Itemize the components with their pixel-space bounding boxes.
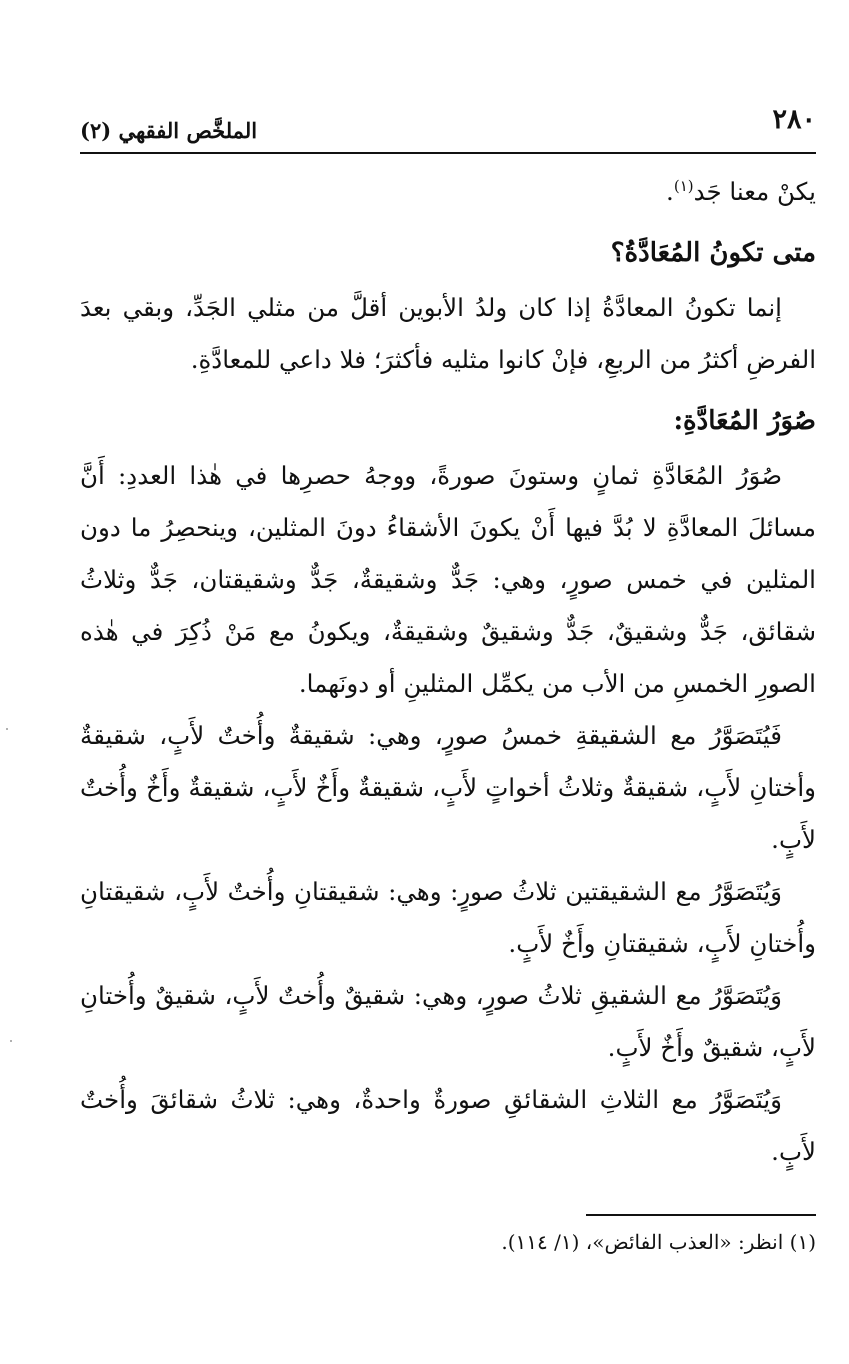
scan-speck (6, 728, 8, 730)
section-heading-when: متى تكونُ المُعَادَّةُ؟ (610, 238, 816, 268)
footnote-divider (586, 1214, 816, 1216)
paragraph-with-two-sisters: وَيُتَصَوَّرُ مع الشقيقتين ثلاثُ صورٍ: وهي: شقيقتانِ وأُختٌ لأَبٍ، شقيقتانِ وأُختانِ لأَبٍ، شقيقتانِ وأَخٌ لأَبٍ. (80, 877, 816, 958)
paragraph-with-three-sisters: وَيُتَصَوَّرُ مع الثلاثِ الشقائقِ صورةٌ واحدةٌ، وهي: ثلاثُ شقائقَ وأُختٌ لأَبٍ. (80, 1085, 816, 1166)
paragraph-with-sister: فَيُتَصَوَّرُ مع الشقيقةِ خمسُ صورٍ، وهي: شقيقةٌ وأُختٌ لأَبٍ، شقيقةٌ وأختانِ لأَبٍ، شقيقةٌ وثلاثُ أخواتٍ لأَبٍ، شقيقةٌ وأَخٌ لأَبٍ، شقيقةٌ وأَخٌ وأُختٌ لأَبٍ. (80, 721, 816, 854)
section-heading-forms: صُوَرُ المُعَادَّةِ: (673, 406, 816, 436)
running-title: الملخَّص الفقهي (٢) (80, 118, 258, 143)
scan-speck (10, 1040, 12, 1042)
paragraph-when: إنما تكونُ المعادَّةُ إذا كان ولدُ الأبوين أقلَّ من مثلي الجَدِّ، وبقي بعدَ الفرضِ أكثرُ من الربعِ، فإنْ كانوا مثليه فأكثرَ؛ فلا داعي للمعادَّةِ. (80, 293, 816, 374)
continuation-end: . (666, 177, 674, 206)
page-number: ٢٨٠ (772, 104, 816, 135)
paragraph-with-brother: وَيُتَصَوَّرُ مع الشقيقِ ثلاثُ صورٍ، وهي: شقيقٌ وأُختٌ لأَبٍ، شقيقٌ وأُختانِ لأَبٍ، شقيقٌ وأَخٌ لأَبٍ. (80, 981, 816, 1062)
paragraph-forms-intro: صُوَرُ المُعَادَّةِ ثمانٍ وستونَ صورةً، ووجهُ حصرِها في هٰذا العددِ: أَنَّ مسائلَ المعادَّةِ لا بُدَّ فيها أَنْ يكونَ الأشقاءُ دونَ المثلين، وينحصِرُ ما دون المثلين في خمس صورٍ، وهي: جَدٌّ وشقيقةٌ، جَدٌّ وشقيقتان، جَدٌّ وثلاثُ شقائق، جَدٌّ وشقيقٌ، جَدٌّ وشقيقٌ وشقيقةٌ، ويكونُ مع مَنْ ذُكِرَ في هٰذه الصورِ الخمسِ من الأب من يكمِّل المثلينِ أو دونَهما. (80, 461, 816, 698)
footnote: (١) انظر: «العذب الفائض»، (١/ ١١٤). (501, 1230, 816, 1254)
page-header (80, 100, 816, 154)
footnote-reference: (١) (673, 176, 694, 195)
book-page (80, 100, 816, 1260)
continuation-line (80, 166, 816, 218)
continuation-text: يكنْ معنا جَد (693, 177, 816, 206)
page-body (80, 154, 816, 1260)
